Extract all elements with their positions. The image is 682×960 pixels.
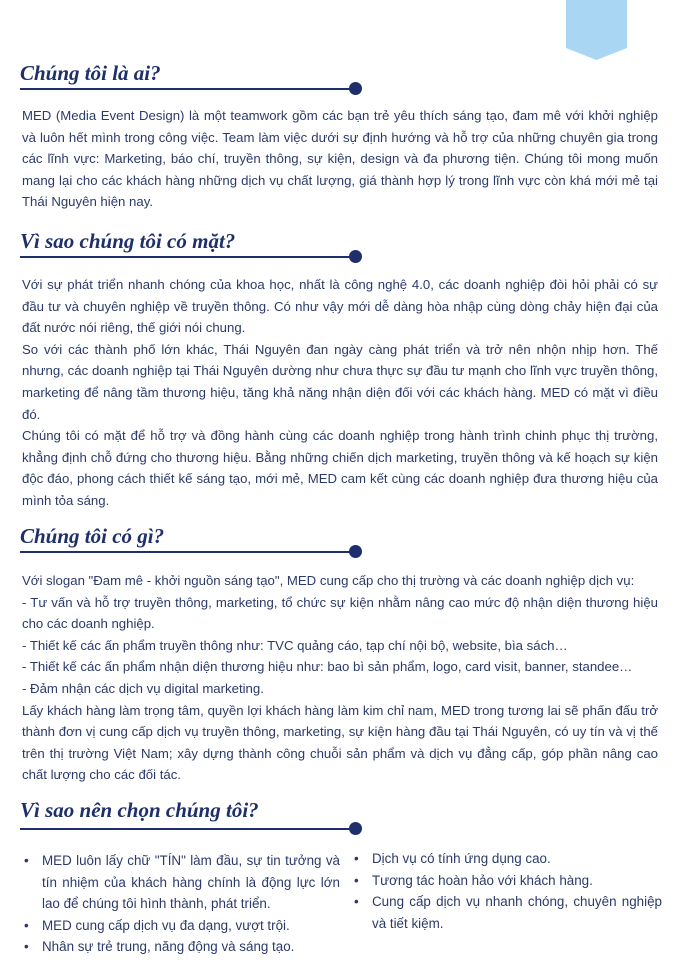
paragraph: Chúng tôi có mặt để hỗ trợ và đồng hành cùng các doanh nghiệp trong hành trình chinh phục thị trường, khẳng định chỗ đứng cho thương hiệu. Bằng những chiến dịch marketing, truyền thông và kế hoạch sự kiện độc đáo, phong cách thiết kế sáng tạo, mới mẻ, MED cam kết cùng các doanh nghiệp đưa thương hiệu của mình tỏa sáng. <box>22 428 658 508</box>
heading-underline-dot <box>349 250 362 263</box>
list-item: • MED cung cấp dịch vụ đa dạng, vượt trội. <box>22 915 340 937</box>
heading-why-we-exist: Vì sao chúng tôi có mặt? <box>20 229 236 253</box>
list-item: • Dịch vụ có tính ứng dụng cao. <box>352 848 662 870</box>
list-item: • Tương tác hoàn hảo với khách hàng. <box>352 870 662 892</box>
heading-underline-dot <box>349 822 362 835</box>
paragraph: - Thiết kế các ấn phẩm truyền thông như: TVC quảng cáo, tạp chí nội bộ, website, bìa sách… <box>22 637 568 653</box>
paragraph: Lấy khách hàng làm trọng tâm, quyền lợi khách hàng làm kim chỉ nam, MED trong tương lai sẽ phấn đấu trở thành đơn vị cung cấp dịch vụ truyền thông, marketing, sự kiện hàng đầu tại Thái Nguyên, có uy tín và vị thế trên thị trường Việt Nam; xây dựng thành công chuỗi sản phẩm và dịch vụ đẳng cấp, góp phần nâng cao chất lượng cho các đối tác. <box>22 702 658 783</box>
heading-underline-dot <box>349 545 362 558</box>
heading-why-choose-us: Vì sao nên chọn chúng tôi? <box>20 798 259 822</box>
heading-underline <box>20 828 356 830</box>
ribbon-bookmark <box>566 0 627 60</box>
paragraph: - Đảm nhận các dịch vụ digital marketing. <box>22 680 264 696</box>
paragraph: Với slogan "Đam mê - khởi nguồn sáng tạo", MED cung cấp cho thị trường và các doanh nghiệp dịch vụ: <box>22 573 635 588</box>
heading-underline <box>20 88 356 90</box>
paragraph: - Thiết kế các ấn phẩm nhận diện thương hiệu như: bao bì sản phẩm, logo, card visit, banner, standee… <box>22 659 633 675</box>
section-what-we-have-text <box>22 570 658 786</box>
list-item: • Cung cấp dịch vụ nhanh chóng, chuyên nghiệp và tiết kiệm. <box>352 891 662 934</box>
reasons-left-list <box>22 850 340 958</box>
heading-who-we-are: Chúng tôi là ai? <box>20 61 161 85</box>
heading-underline <box>20 551 356 553</box>
paragraph: So với các thành phố lớn khác, Thái Nguyên đan ngày càng phát triển và trở nên nhộn nhịp hơn. Thế nhưng, các doanh nghiệp tại Thái Nguyên dường như chưa thực sự đầu tư mạnh cho lĩnh vực truyền thông, marketing để nâng tầm thương hiệu, tăng khả năng nhận diện đối với các khách hàng. MED có mặt vì điều đó. <box>22 341 658 422</box>
section-why-we-exist-text <box>22 274 658 512</box>
list-item: • Nhân sự trẻ trung, năng động và sáng tạo. <box>22 936 340 958</box>
reasons-right-list <box>352 848 662 934</box>
section-who-we-are-text <box>22 105 658 213</box>
heading-underline <box>20 256 356 258</box>
heading-what-we-have: Chúng tôi có gì? <box>20 524 165 548</box>
paragraph: Với sự phát triển nhanh chóng của khoa học, nhất là công nghệ 4.0, các doanh nghiệp đòi hỏi phải có sự đầu tư và chuyên nghiệp về truyền thông. Có như vậy mới dễ dàng hòa nhập cùng dòng chảy hiện đại của đất nước nói riêng, thế giới nói chung. <box>22 277 658 336</box>
paragraph: - Tư vấn và hỗ trợ truyền thông, marketing, tổ chức sự kiện nhằm nâng cao mức độ nhận diện thương hiệu cho các doanh nghiệp. <box>22 594 658 632</box>
heading-underline-dot <box>349 82 362 95</box>
paragraph: MED (Media Event Design) là một teamwork gồm các bạn trẻ yêu thích sáng tạo, đam mê với khởi nghiệp và luôn hết mình trong công việc. Team làm việc dưới sự định hướng và hỗ trợ của những chuyên gia trong các lĩnh vực: Marketing, báo chí, truyền thông, sự kiện, design và đa phương tiện. Chúng tôi mong muốn mang lại cho các khách hàng những dịch vụ chất lượng, giá thành hợp lý trong lĩnh vực còn khá mới mẻ tại Thái Nguyên hiện nay. <box>22 108 658 210</box>
list-item: • MED luôn lấy chữ "TÍN" làm đầu, sự tin tưởng và tín nhiệm của khách hàng chính là động lực lớn lao để chúng tôi hình thành, phát triển. <box>22 850 340 915</box>
